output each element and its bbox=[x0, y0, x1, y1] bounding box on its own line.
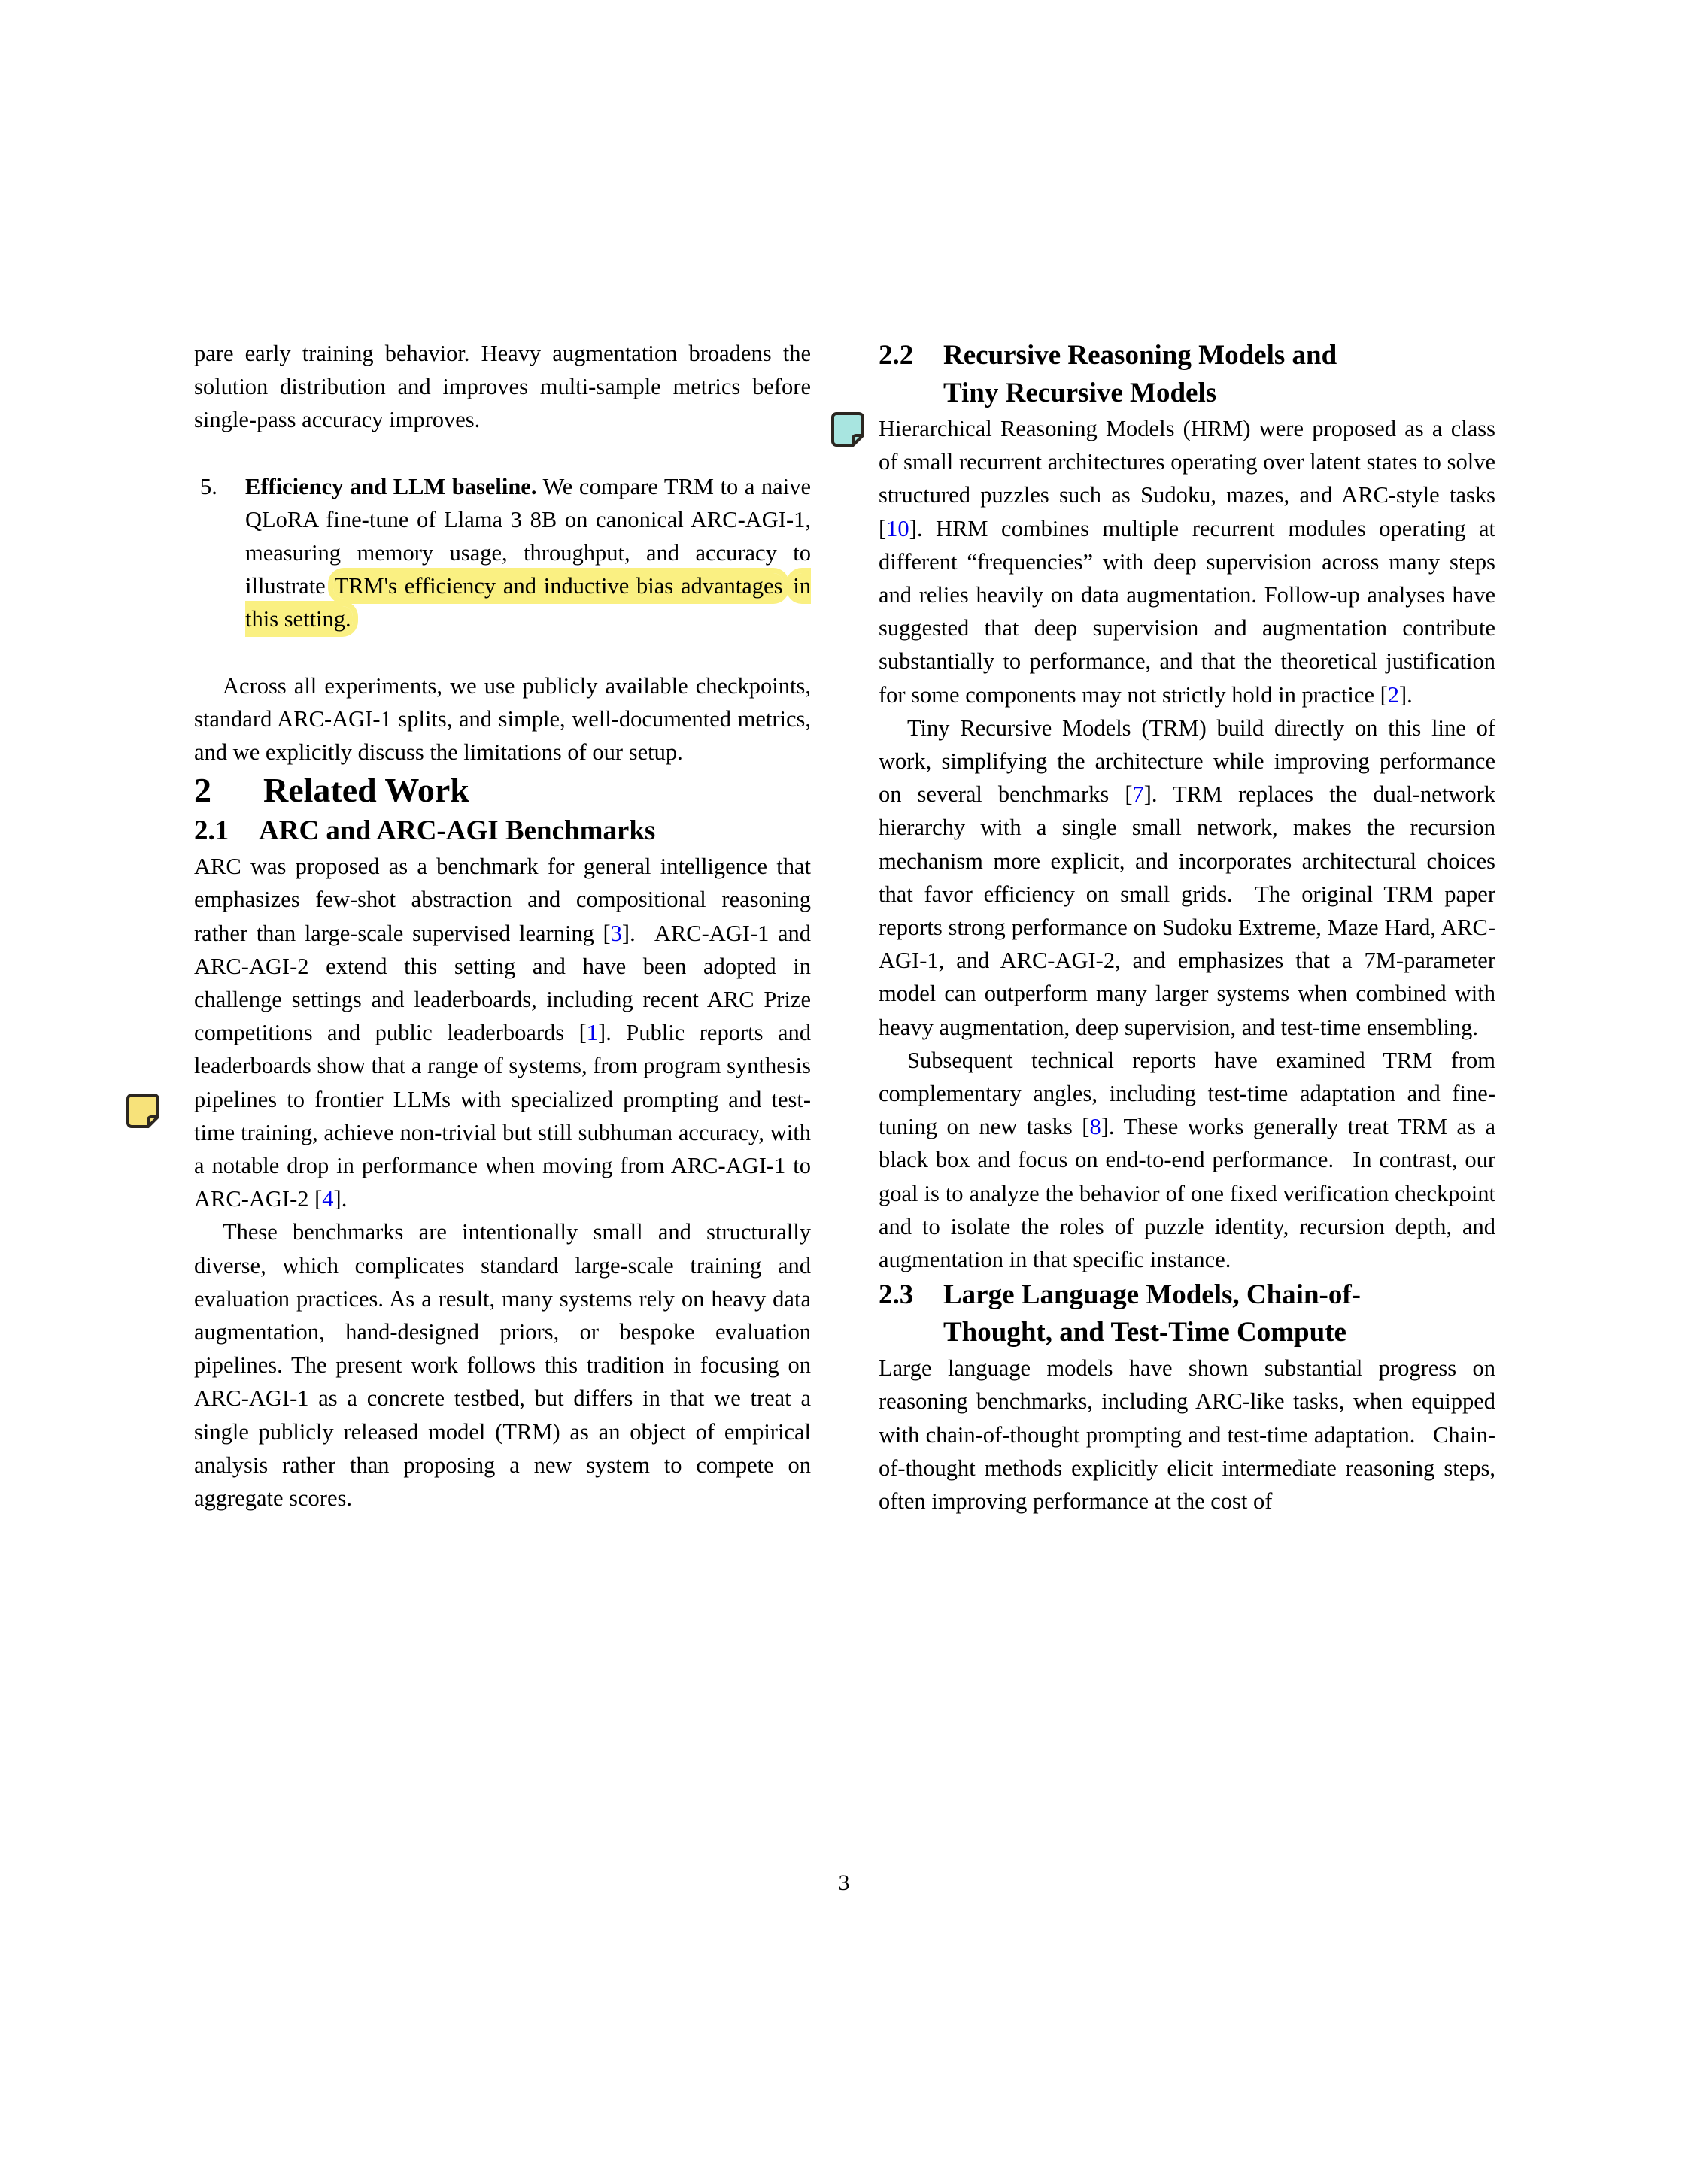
subsection-title bbox=[943, 1276, 1495, 1351]
hrm-text-part-3: ]. bbox=[1399, 681, 1413, 708]
sticky-note-icon[interactable] bbox=[123, 1092, 162, 1131]
list-item-body: We compare TRM to a naive QLoRA fine-tune of Llama 3 8B on canonical ARC-AGI-1, measuring memory usage, throughput, and accuracy to illustrate bbox=[245, 473, 811, 599]
citation-link-8[interactable]: 8 bbox=[1089, 1114, 1101, 1140]
benchmarks-limitations-paragraph: These benchmarks are intentionally small and structurally diverse, which complicates standard large-scale training and evaluation practices. As a result, many systems rely on heavy data augmentation, hand-designed priors, or bespoke evaluation pipelines. The present work follows this tradition in focusing on ARC-AGI-1 as a concrete testbed, but differs in that we treat a single publicly released model (TRM) as an object of empirical analysis rather than proposing a new system to compete on aggregate scores. bbox=[194, 1219, 811, 1512]
citation-link-1[interactable]: 1 bbox=[586, 1020, 599, 1046]
hrm-text-part-2: ]. HRM combines multiple recurrent modules operating at different “frequencies” with deep supervision across many steps and relies heavily on data augmentation. Follow-up analyses have suggested that deep supervision and augmentation contribute substantially to performance, and that the theoretical justification for some components may not strictly hold in practice [ bbox=[879, 515, 1495, 708]
citation-link-3[interactable]: 3 bbox=[610, 920, 622, 946]
left-column bbox=[194, 337, 811, 1518]
section-heading-2 bbox=[194, 769, 811, 812]
citation-link-4[interactable]: 4 bbox=[322, 1186, 334, 1212]
subsequent-text-part-2: ]. These works generally treat TRM as a black box and focus on end-to-end performance. In contrast, our goal is to analyze the behavior of one fixed verification checkpoint and to isolate the roles of puzzle identity, recursion depth, and augmentation in that specific instance. bbox=[879, 1114, 1495, 1273]
across-experiments-paragraph: Across all experiments, we use publicly available checkpoints, standard ARC-AGI-1 splits, and simple, well-documented metrics, and we explicitly discuss the limitations of our setup. bbox=[194, 672, 811, 766]
subsection-title-line-1: Large Language Models, Chain-of- bbox=[943, 1279, 1361, 1311]
subsequent-text-part-1: Subsequent technical reports have examined TRM from complementary angles, including test-time adaptation and fine-tuning on new tasks [ bbox=[879, 1047, 1495, 1140]
hrm-paragraph bbox=[879, 412, 1495, 711]
list-item bbox=[194, 470, 811, 636]
arc-text-part-1: ARC was proposed as a benchmark for general intelligence that emphasizes few-shot abstraction and compositional reasoning rather than large-scale supervised learning [ bbox=[194, 854, 811, 946]
citation-link-10[interactable]: 10 bbox=[886, 515, 909, 541]
sticky-note-icon[interactable] bbox=[828, 411, 867, 450]
highlight-line-2: in this setting. bbox=[245, 573, 811, 632]
subsection-heading-2-1 bbox=[194, 812, 811, 850]
contributions-list bbox=[194, 470, 811, 636]
section-number: 2 bbox=[194, 771, 211, 810]
arc-text-part-2: ]. ARC-AGI-1 and ARC-AGI-2 extend this setting and have been adopted in challenge settings and leaderboards, including recent ARC Prize competitions and public leaderboards [ bbox=[194, 920, 811, 1046]
right-column bbox=[879, 337, 1495, 1518]
arc-benchmark-paragraph bbox=[194, 850, 811, 1215]
subsection-title: ARC and ARC-AGI Benchmarks bbox=[259, 815, 656, 847]
llm-cot-paragraph: Large language models have shown substantial progress on reasoning benchmarks, including ARC-like tasks, when equipped with chain-of-thought prompting and test-time adaptation. Chain-of-thought methods explicitly elicit intermediate reasoning steps, often improving performance at the cost of bbox=[879, 1355, 1495, 1515]
highlight-line-1: TRM's efficiency and inductive bias advantages bbox=[334, 573, 783, 599]
subsection-title-line-2: Tiny Recursive Models bbox=[943, 378, 1217, 408]
subsection-number: 2.2 bbox=[879, 340, 914, 371]
subsequent-reports-paragraph bbox=[879, 1044, 1495, 1276]
citation-link-2[interactable]: 2 bbox=[1387, 681, 1400, 708]
arc-text-part-4: ]. bbox=[333, 1186, 348, 1212]
page-number: 3 bbox=[838, 1870, 850, 1895]
subsection-heading-2-3 bbox=[879, 1276, 1495, 1351]
subsection-number: 2.3 bbox=[879, 1279, 914, 1311]
trm-text-part-1: Tiny Recursive Models (TRM) build directly on this line of work, simplifying the architecture while improving performance on several benchmarks [ bbox=[879, 714, 1495, 808]
hrm-text-part-1: Hierarchical Reasoning Models (HRM) were proposed as a class of small recurrent architectures operating over latent states to solve structured puzzles such as Sudoku, mazes, and ARC-style tasks [ bbox=[879, 416, 1495, 541]
citation-link-7[interactable]: 7 bbox=[1132, 781, 1144, 808]
subsection-title bbox=[943, 337, 1495, 412]
section-title: Related Work bbox=[263, 771, 469, 810]
two-column-body bbox=[194, 337, 1495, 1518]
subsection-title-line-2: Thought, and Test-Time Compute bbox=[943, 1317, 1346, 1348]
continued-paragraph: pare early training behavior. Heavy augmentation broadens the solution distribution and improves multi-sample metrics before single-pass accuracy improves. bbox=[194, 341, 811, 433]
subsection-heading-2-2 bbox=[879, 337, 1495, 412]
trm-paragraph bbox=[879, 711, 1495, 1044]
list-item-lead-in: Efficiency and LLM baseline. bbox=[245, 473, 537, 499]
list-item-marker: 5. bbox=[200, 473, 217, 499]
subsection-number: 2.1 bbox=[194, 815, 229, 847]
subsection-title-line-1: Recursive Reasoning Models and bbox=[943, 340, 1337, 371]
arc-text-part-3: ]. Public reports and leaderboards show that a range of systems, from program synthesis pipelines to frontier LLMs with specialized prompting and test-time training, achieve non-trivial but still subhuman accuracy, with a notable drop in performance when moving from ARC-AGI-1 to ARC-AGI-2 [ bbox=[194, 1020, 811, 1212]
trm-text-part-2: ]. TRM replaces the dual-network hierarchy with a single small network, makes the recursion mechanism more explicit, and incorporates architectural choices that favor efficiency on small grids. The original TRM paper reports strong performance on Sudoku Extreme, Maze Hard, ARC-AGI-1, and ARC-AGI-2, and emphasizes that a 7M-parameter model can outperform many larger systems when combined with heavy augmentation, deep supervision, and test-time ensembling. bbox=[879, 781, 1495, 1040]
